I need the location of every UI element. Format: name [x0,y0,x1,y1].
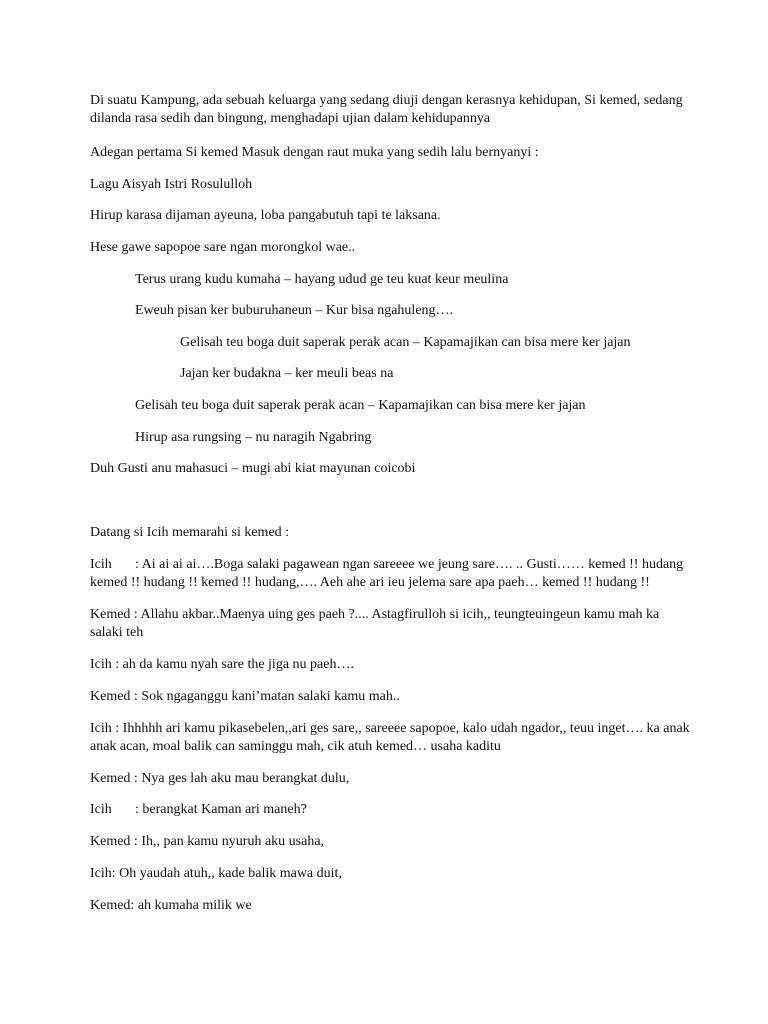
paragraph-scene-one: Adegan pertama Si kemed Masuk dengan raut muka yang sedih lalu bernyanyi : [90,145,539,160]
lyric-line-indented: Gelisah teu boga duit saperak perak acan – Kapamajikan can bisa mere ker jajan [135,398,586,413]
dialogue-kemed: Kemed : Allahu akbar..Maenya uing ges paeh ?.... Astagfirulloh si icih,, teungteuingeun kamu mah ka salaki teh [90,607,660,640]
scene-direction: Datang si Icih memarahi si kemed : [90,525,290,540]
lyric-line-double-indented: Jajan ker budakna – ker meuli beas na [180,366,394,381]
dialogue-text: : Ai ai ai ai….Boga salaki pagawean ngan sareeee we jeung sare…. .. Gusti…… kemed !! hudang kemed !! hudang !! kemed !! hudang,…. Aeh ahe ari ieu jelema sare apa paeh… kemed !! hudang !! [90,557,684,590]
dialogue-icih: Icih: Oh yaudah atuh,, kade balik mawa duit, [90,866,342,881]
song-title: Lagu Aisyah Istri Rosululloh [90,177,253,192]
lyric-line: Hirup karasa dijaman ayeuna, loba pangabutuh tapi te laksana. [90,208,441,223]
lyric-line-indented: Terus urang kudu kumaha – hayang udud ge teu kuat keur meulina [135,272,509,287]
dialogue-kemed: Kemed : Ih,, pan kamu nyuruh aku usaha, [90,834,325,849]
dialogue-icih [90,556,690,592]
lyric-line-double-indented: Gelisah teu boga duit saperak perak acan – Kapamajikan can bisa mere ker jajan [180,335,631,350]
lyric-line: Duh Gusti anu mahasuci – mugi abi kiat mayunan coicobi [90,461,416,476]
dialogue-kemed: Kemed: ah kumaha milik we [90,898,252,913]
dialogue-text: : berangkat Kaman ari maneh? [135,802,307,817]
dialogue-icih: Icih : ah da kamu nyah sare the jiga nu paeh…. [90,657,354,672]
lyric-line-indented: Hirup asa rungsing – nu naragih Ngabring [135,430,372,445]
dialogue-kemed: Kemed : Nya ges lah aku mau berangkat dulu, [90,771,350,786]
lyric-line: Hese gawe sapopoe sare ngan morongkol wae.. [90,240,356,255]
dialogue-icih [90,801,690,819]
paragraph-intro: Di suatu Kampung, ada sebuah keluarga yang sedang diuji dengan kerasnya kehidupan, Si kemed, sedang dilanda rasa sedih dan bingung, menghadapi ujian dalam kehidupannya [90,93,683,126]
dialogue-kemed: Kemed : Sok ngaganggu kani’matan salaki kamu mah.. [90,689,400,704]
speaker-name: Icih [90,557,112,572]
speaker-name: Icih [90,802,112,817]
dialogue-icih: Icih : Ihhhhh ari kamu pikasebelen,,ari ges sare,, sareeee sapopoe, kalo udah ngador,, teuu inget…. ka anak anak acan, moal balik can saminggu mah, cik atuh kemed… usaha kaditu [90,721,690,754]
lyric-line-indented: Eweuh pisan ker buburuhaneun – Kur bisa ngahuleng…. [135,303,454,318]
